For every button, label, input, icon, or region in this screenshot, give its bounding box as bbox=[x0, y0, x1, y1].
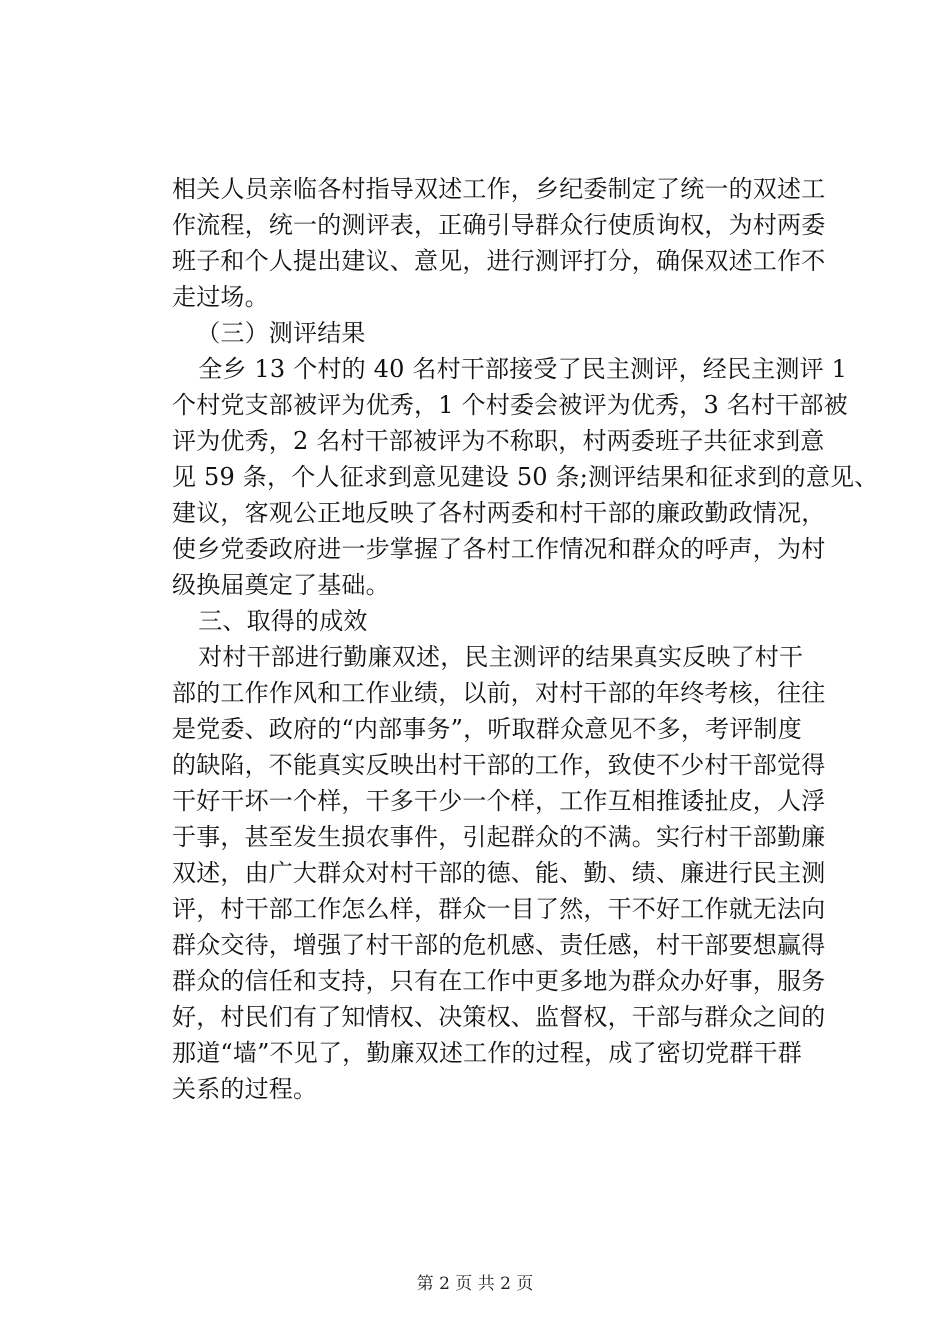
text-line: 班子和个人提出建议、意见，进行测评打分，确保双述工作不 bbox=[172, 247, 826, 275]
text-line: 使乡党委政府进一步掌握了各村工作情况和群众的呼声，为村 bbox=[172, 535, 826, 563]
text-line: 于事，甚至发生损农事件，引起群众的不满。实行村干部勤廉 bbox=[172, 823, 826, 851]
text-line: 作流程，统一的测评表，正确引导群众行使质询权，为村两委 bbox=[172, 211, 826, 239]
section-heading: （三）测评结果 bbox=[184, 319, 366, 347]
text-line: 全乡 13 个村的 40 名村干部接受了民主测评，经民主测评 1 bbox=[174, 355, 848, 383]
text-line: 建议，客观公正地反映了各村两委和村干部的廉政勤政情况， bbox=[172, 499, 826, 527]
text-line: 见 59 条，个人征求到意见建设 50 条;测评结果和征求到的意见、 bbox=[172, 463, 879, 491]
text-line: 个村党支部被评为优秀，1 个村委会被评为优秀，3 名村干部被 bbox=[172, 391, 848, 419]
text-line: 相关人员亲临各村指导双述工作，乡纪委制定了统一的双述工 bbox=[172, 175, 826, 203]
text-line: 走过场。 bbox=[172, 283, 269, 311]
text-line: 评，村干部工作怎么样，群众一目了然，干不好工作就无法向 bbox=[172, 895, 826, 923]
text-line: 级换届奠定了基础。 bbox=[172, 571, 390, 599]
text-line: 好，村民们有了知情权、决策权、监督权，干部与群众之间的 bbox=[172, 1003, 826, 1031]
text-line: 部的工作作风和工作业绩，以前，对村干部的年终考核，往往 bbox=[172, 679, 826, 707]
text-line: 关系的过程。 bbox=[172, 1075, 318, 1103]
text-line: 的缺陷，不能真实反映出村干部的工作，致使不少村干部觉得 bbox=[172, 751, 826, 779]
text-line: 那道“墙”不见了，勤廉双述工作的过程，成了密切党群干群 bbox=[172, 1039, 802, 1067]
text-line: 干好干坏一个样，干多干少一个样，工作互相推诿扯皮，人浮 bbox=[172, 787, 826, 815]
section-heading: 三、取得的成效 bbox=[174, 607, 368, 635]
text-line: 群众的信任和支持，只有在工作中更多地为群众办好事，服务 bbox=[172, 967, 826, 995]
page-number-footer: 第 2 页 共 2 页 bbox=[416, 1274, 534, 1294]
text-line: 评为优秀，2 名村干部被评为不称职，村两委班子共征求到意 bbox=[172, 427, 825, 455]
document-body bbox=[172, 171, 879, 1107]
text-line: 群众交待，增强了村干部的危机感、责任感，村干部要想赢得 bbox=[172, 931, 826, 959]
text-line: 对村干部进行勤廉双述，民主测评的结果真实反映了村干 bbox=[174, 643, 804, 671]
text-line: 双述，由广大群众对村干部的德、能、勤、绩、廉进行民主测 bbox=[172, 859, 826, 887]
text-line: 是党委、政府的“内部事务”，听取群众意见不多，考评制度 bbox=[172, 715, 802, 743]
